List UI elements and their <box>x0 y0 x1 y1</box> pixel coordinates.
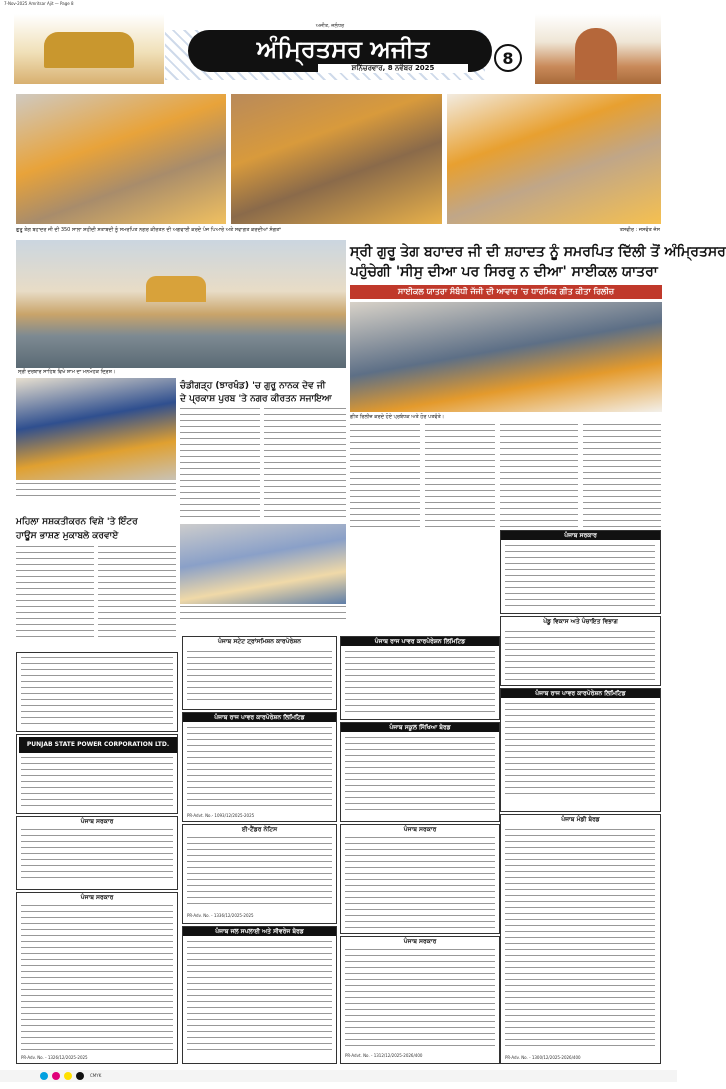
golden-temple-caption: ਸ੍ਰੀ ਦਰਬਾਰ ਸਾਹਿਬ ਵਿਖੇ ਸ਼ਾਮ ਦਾ ਮਨਮੋਹਕ ਦ੍ਰਿਸ਼। <box>18 369 116 375</box>
temple-dome <box>146 276 206 302</box>
ad-e-tender-ref: PR-Adv. No. - 1336/12/2025-2025 <box>187 913 254 918</box>
ceremony-photo <box>16 378 176 480</box>
black-dot-icon <box>76 1072 84 1080</box>
ad-transmission-body <box>187 651 332 705</box>
lead-subhead: ਸਾਈਕਲ ਯਾਤਰਾ ਸੰਬੰਧੀ ਜੱਜੀ ਦੀ ਆਵਾਜ਼ 'ਚ ਧਾਰਮਿਕ ਗੀਤ ਕੀਤਾ ਰਿਲੀਜ਼ <box>350 285 662 299</box>
ad-water-supply <box>182 926 337 1064</box>
women-col-2 <box>98 546 176 642</box>
ad-rural-dev-head: ਪੰਜਾਬ ਸਰਕਾਰ <box>501 531 660 540</box>
magenta-dot-icon <box>52 1072 60 1080</box>
page-number: 8 <box>494 44 522 72</box>
dateline: ਸ਼ਨਿੱਚਰਵਾਰ, 8 ਨਵੰਬਰ 2025 <box>318 64 468 73</box>
ad-punjab-sarkar-3-body <box>345 837 495 929</box>
ad-e-tender-body <box>187 837 332 907</box>
memorial-illustration <box>575 28 617 80</box>
ad-water-supply-body <box>187 941 332 1051</box>
lead-photo-caption: ਗੀਤ ਰਿਲੀਜ਼ ਕਰਦੇ ਹੋਏ ਪ੍ਰਬੰਧਕ ਅਤੇ ਹੋਰ ਪਤਵੰਤੇ। <box>350 414 445 420</box>
ad-rural-dev-2 <box>500 616 661 686</box>
kirtan-headline-2: ਦੇ ਪ੍ਰਕਾਸ਼ ਪੁਰਬ 'ਤੇ ਨਗਰ ਕੀਰਤਨ ਸਜਾਇਆ <box>180 394 332 404</box>
ad-punjab-sarkar-2-ref: PR-Adv. No. - 1326/12/2025-2025 <box>21 1055 88 1060</box>
ad-transmission <box>182 636 337 710</box>
footer-label: CMYK <box>90 1073 102 1078</box>
kirtan-headline-1: ਚੰਡੀਗੜ੍ਹ (ਝਾਰਖੰਡ) 'ਚ ਗੁਰੂ ਨਾਨਕ ਦੇਵ ਜੀ <box>180 381 326 391</box>
ad-pspcl-head: PUNJAB STATE POWER CORPORATION LTD. <box>19 737 177 753</box>
ad-punjab-sarkar-1-body <box>21 829 173 881</box>
ad-mandi-board-head: ਪੰਜਾਬ ਮੰਡੀ ਬੋਰਡ <box>501 815 660 824</box>
lead-story-col-1 <box>350 424 420 528</box>
ad-rural-dev-body <box>505 545 655 607</box>
students-photo <box>180 524 346 604</box>
ad-rural-3-ref: PR-Advt. No. - 1312/12/2025-2026/400 <box>345 1053 423 1058</box>
ad-school-board-head: ਪੰਜਾਬ ਸਕੂਲ ਸਿੱਖਿਆ ਬੋਰਡ <box>341 723 499 732</box>
ad-left-notice-body <box>21 657 173 727</box>
masthead-small: ਅਜੀਤ, ਜਲੰਧਰ <box>315 23 345 29</box>
top-photo-caption: ਗੁਰੂ ਤੇਗ ਬਹਾਦਰ ਜੀ ਦੀ 350 ਸਾਲਾ ਸ਼ਹੀਦੀ ਸ਼ਤਾਬਦੀ ਨੂੰ ਸਮਰਪਿਤ ਨਗਰ ਕੀਰਤਨ ਦੀ ਅਗਵਾਈ ਕਰਦੇ ਪੰਜ ਪਿਆਰੇ ਅਤੇ ਸਵਾਗਤ ਕਰਦੀਆਂ ਸੰਗਤਾਂ <box>16 227 281 233</box>
ad-power-corp-2-head: ਪੰਜਾਬ ਰਾਜ ਪਾਵਰ ਕਾਰਪੋਰੇਸ਼ਨ ਲਿਮਿਟਿਡ <box>183 713 336 722</box>
lead-story-col-4 <box>583 424 661 528</box>
women-headline-1: ਮਹਿਲਾ ਸਸ਼ਕਤੀਕਰਨ ਵਿਸ਼ੇ 'ਤੇ ਇੰਟਰ <box>16 517 138 527</box>
ad-transmission-head: ਪੰਜਾਬ ਸਟੇਟ ਟ੍ਰਾਂਸਮਿਸ਼ਨ ਕਾਰਪੋਰੇਸ਼ਨ <box>183 637 336 646</box>
lead-headline-1: ਸ੍ਰੀ ਗੁਰੂ ਤੇਗ ਬਹਾਦਰ ਜੀ ਦੀ ਸ਼ਹਾਦਤ ਨੂੰ ਸਮਰਪਿਤ ਦਿੱਲੀ ਤੋਂ ਅੰਮ੍ਰਿਤਸਰ <box>350 244 726 260</box>
kirtan-col-1 <box>180 408 260 520</box>
ad-pspcl <box>16 734 178 814</box>
procession-photo-2 <box>231 94 442 224</box>
ad-punjab-sarkar-3 <box>340 824 500 934</box>
kirtan-col-2 <box>264 408 346 520</box>
women-col-1 <box>16 546 94 642</box>
ad-rural-3-head: ਪੰਜਾਬ ਸਰਕਾਰ <box>341 937 499 946</box>
cyan-dot-icon <box>40 1072 48 1080</box>
ad-rural-dev-2-body <box>505 631 655 681</box>
ad-rural-dev-2-head: ਪੇਂਡੂ ਵਿਕਾਸ ਅਤੇ ਪੰਚਾਇਤ ਵਿਭਾਗ <box>501 617 660 626</box>
students-caption-lines <box>180 606 346 624</box>
ad-pspcl-body <box>21 757 173 809</box>
ad-rural-3 <box>340 936 500 1064</box>
yellow-dot-icon <box>64 1072 72 1080</box>
ad-mandi-board-body <box>505 829 655 1051</box>
ad-school-board-body <box>345 737 495 815</box>
footer-strip <box>0 1070 677 1082</box>
golden-temple-illustration <box>44 32 134 68</box>
lead-story-col-3 <box>500 424 578 528</box>
ad-state-power-1-body <box>345 651 495 715</box>
lead-photo <box>350 302 662 412</box>
ad-state-power-2 <box>500 688 661 812</box>
ad-punjab-sarkar-2 <box>16 892 178 1064</box>
ad-punjab-sarkar-2-head: ਪੰਜਾਬ ਸਰਕਾਰ <box>17 893 177 902</box>
ad-rural-dev <box>500 530 661 614</box>
ad-power-corp-2-ref: PR-Advt. No.- 1093/12/2025-2025 <box>187 813 255 818</box>
ceremony-caption-lines <box>16 483 176 497</box>
ad-state-power-2-body <box>505 703 655 799</box>
lead-story-col-2 <box>425 424 495 528</box>
ad-state-power-2-head: ਪੰਜਾਬ ਰਾਜ ਪਾਵਰ ਕਾਰਪੋਰੇਸ਼ਨ ਲਿਮਿਟਿਡ <box>501 689 660 698</box>
ad-rural-3-body <box>345 949 495 1049</box>
women-headline-2: ਹਾਊਸ ਭਾਸ਼ਣ ਮੁਕਾਬਲੇ ਕਰਵਾਏ <box>16 531 119 541</box>
ad-state-power-1 <box>340 636 500 720</box>
ad-mandi-board-ref: PR-Adv. No. - 1300/12/2025-2026/400 <box>505 1055 581 1060</box>
golden-temple-photo <box>16 240 346 368</box>
ad-e-tender <box>182 824 337 924</box>
ad-state-power-1-head: ਪੰਜਾਬ ਰਾਜ ਪਾਵਰ ਕਾਰਪੋਰੇਸ਼ਨ ਲਿਮਿਟਿਡ <box>341 637 499 646</box>
ad-e-tender-head: ਈ-ਟੈਂਡਰ ਨੋਟਿਸ <box>183 825 336 834</box>
ad-power-corp-2 <box>182 712 337 822</box>
ad-punjab-sarkar-1 <box>16 816 178 890</box>
masthead-right-image <box>535 14 661 84</box>
ad-water-supply-head: ਪੰਜਾਬ ਜਲ ਸਪਲਾਈ ਅਤੇ ਸੀਵਰੇਜ ਬੋਰਡ <box>183 927 336 936</box>
ad-power-corp-2-body <box>187 727 332 807</box>
ad-punjab-sarkar-3-head: ਪੰਜਾਬ ਸਰਕਾਰ <box>341 825 499 834</box>
masthead-left-image <box>14 14 164 84</box>
procession-photo-1 <box>16 94 226 224</box>
masthead-title: ਅੰਮ੍ਰਿਤਸਰ ਅਜੀਤ <box>256 35 430 63</box>
ad-punjab-sarkar-2-body <box>21 905 173 1051</box>
ad-left-notice <box>16 652 178 732</box>
ad-school-board <box>340 722 500 822</box>
top-strip: 7-Nov-2025 Amritsar Ajit — Page 8 <box>4 1 74 6</box>
top-photo-credit: ਤਸਵੀਰ : ਜਸਵੰਤ ਜੱਸ <box>619 227 660 233</box>
ad-punjab-sarkar-1-head: ਪੰਜਾਬ ਸਰਕਾਰ <box>17 817 177 826</box>
procession-photo-3 <box>447 94 661 224</box>
ad-mandi-board <box>500 814 661 1064</box>
lead-headline-2: ਪਹੁੰਚੇਗੀ 'ਸੀਸੁ ਦੀਆ ਪਰ ਸਿਰਰੁ ਨ ਦੀਆ' ਸਾਈਕਲ ਯਾਤਰਾ <box>350 264 658 280</box>
